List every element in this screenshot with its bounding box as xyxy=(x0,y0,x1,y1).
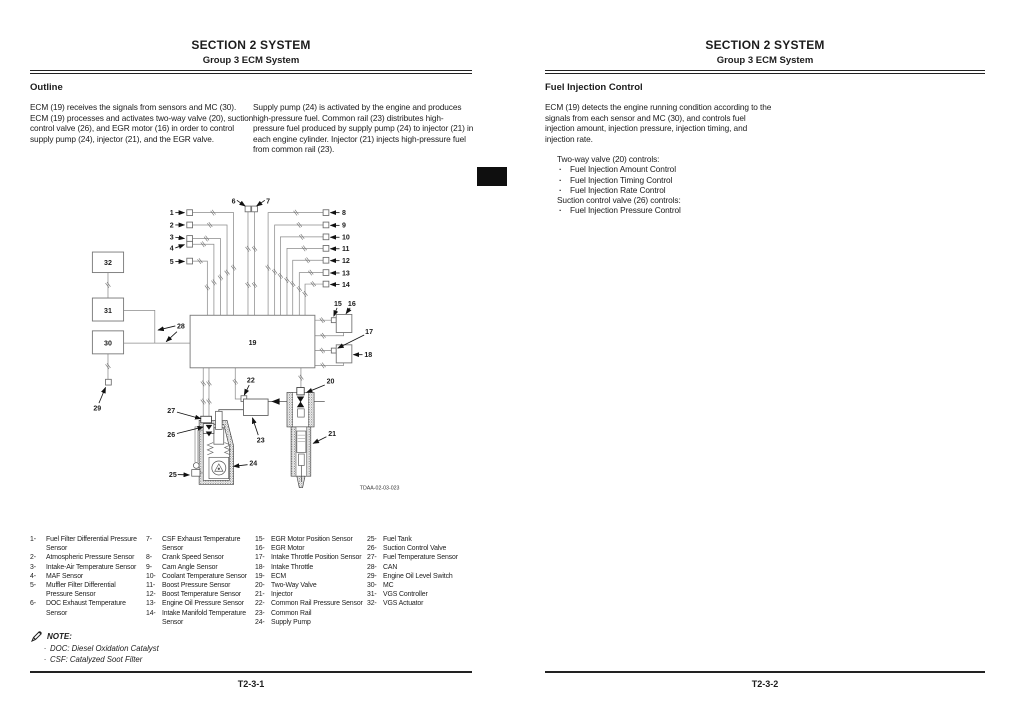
label-30: 30 xyxy=(104,340,112,348)
legend-item: 20- Two-Way Valve xyxy=(255,582,317,590)
label-21: 21 xyxy=(328,430,337,438)
legend-item: 1- Fuel Filter Differential Pressure Sensor xyxy=(30,536,137,553)
control-list-row: Suction control valve (26) controls: xyxy=(557,195,681,206)
legend-item: 5- Muffler Filter Differential Pressure Sensor xyxy=(30,582,116,599)
label-25: 25 xyxy=(168,472,177,480)
right-page-number: T2-3-2 xyxy=(751,679,779,689)
legend-item: 28- CAN xyxy=(367,563,398,571)
outline-paragraph-col1: ECM (19) receives the signals from sensors and MC (30). ECM (19) processes and activates two-way valve (20), suction control valve (26), and EGR motor (16) in order to control supply pump (24), injector (21), and the EGR valve. xyxy=(30,102,254,144)
legend-item: 8- Crank Speed Sensor xyxy=(146,554,224,562)
legend-item: 22- Common Rail Pressure Sensor xyxy=(255,600,363,608)
label-3: 3 xyxy=(169,234,174,242)
legend-item: 12- Boost Temperature Sensor xyxy=(146,591,241,599)
legend-column-1 xyxy=(30,535,146,627)
legend-item: 16- EGR Motor xyxy=(255,545,305,553)
control-list-row: · Fuel Injection Timing Control xyxy=(559,174,673,185)
legend-item: 10- Coolant Temperature Sensor xyxy=(146,572,247,580)
right-page-section-title: SECTION 2 SYSTEM xyxy=(705,38,825,52)
note-item: · CSF: Catalyzed Soot Filter xyxy=(43,655,143,664)
label-24: 24 xyxy=(249,460,258,468)
label-32: 32 xyxy=(104,260,112,268)
supply-pump xyxy=(192,411,234,484)
control-list-row: · Fuel Injection Pressure Control xyxy=(559,205,681,216)
ecm-system-diagram xyxy=(85,160,475,528)
legend-item: 14- Intake Manifold Temperature Sensor xyxy=(146,609,246,626)
note-header xyxy=(30,630,330,643)
note-items xyxy=(30,643,330,665)
label-7: 7 xyxy=(266,198,271,206)
right-page-group-title: Group 3 ECM System xyxy=(716,55,814,66)
label-10: 10 xyxy=(341,234,350,242)
legend-item: 6- DOC Exhaust Temperature Sensor xyxy=(30,600,126,617)
legend-item: 11- Boost Pressure Sensor xyxy=(146,582,231,590)
legend-column-4 xyxy=(367,535,470,627)
label-6: 6 xyxy=(231,198,236,206)
left-footer-rule xyxy=(30,671,472,673)
left-page-heading: Outline xyxy=(30,82,63,93)
label-15: 15 xyxy=(333,301,342,309)
legend-item: 24- Supply Pump xyxy=(255,618,311,626)
label-28: 28 xyxy=(176,323,185,331)
right-page-heading: Fuel Injection Control xyxy=(545,82,643,93)
label-18: 18 xyxy=(364,352,373,360)
note-title: NOTE: xyxy=(47,632,72,641)
label-16: 16 xyxy=(347,301,356,309)
note-block xyxy=(30,630,330,665)
legend-item: 29- Engine Oil Level Switch xyxy=(367,572,453,580)
outline-paragraph-col2: Supply pump (24) is activated by the engine and produces high-pressure fuel. Common rail (23) distributes high-pressure fuel produced by supply pump (24) to injector (21) in each engine cylinder. Injector (21) injects high-pressure fuel from common rail (23). xyxy=(253,102,474,154)
legend-item: 9- Cam Angle Sensor xyxy=(146,563,218,571)
left-page-number: T2-3-1 xyxy=(237,679,265,689)
left-header-rule xyxy=(30,70,472,74)
diagram-caption: TDAA-02-03-023 xyxy=(359,485,400,492)
diagram-legend xyxy=(30,535,470,627)
legend-item: 26- Suction Control Valve xyxy=(367,545,447,553)
label-13: 13 xyxy=(341,270,350,278)
legend-item: 17- Intake Throttle Position Sensor xyxy=(255,554,362,562)
legend-item: 32- VGS Actuator xyxy=(367,600,424,608)
component-boxes xyxy=(92,252,351,368)
control-list-row: Two-way valve (20) controls: xyxy=(557,154,660,164)
right-header-rule xyxy=(545,70,985,74)
pencil-note-icon xyxy=(30,630,43,643)
legend-item: 18- Intake Throttle xyxy=(255,563,314,571)
label-27: 27 xyxy=(167,407,176,415)
label-26: 26 xyxy=(167,431,176,439)
control-list-row: · Fuel Injection Rate Control xyxy=(559,184,666,195)
legend-item: 27- Fuel Temperature Sensor xyxy=(367,554,458,562)
note-item: · DOC: Diesel Oxidation Catalyst xyxy=(43,644,159,653)
label-12: 12 xyxy=(341,258,350,266)
label-8: 8 xyxy=(341,210,346,218)
label-20: 20 xyxy=(326,378,335,386)
label-4: 4 xyxy=(169,245,174,253)
legend-item: 21- Injector xyxy=(255,591,293,599)
control-list-row: · Fuel Injection Amount Control xyxy=(559,164,676,175)
legend-item: 3- Intake-Air Temperature Sensor xyxy=(30,563,137,571)
legend-item: 25- Fuel Tank xyxy=(367,536,412,543)
label-2: 2 xyxy=(169,222,174,230)
legend-column-2 xyxy=(146,535,255,627)
left-page-group-title: Group 3 ECM System xyxy=(202,55,300,66)
legend-item: 30- MC xyxy=(367,582,394,590)
legend-item: 15- EGR Motor Position Sensor xyxy=(255,536,353,543)
right-footer-rule xyxy=(545,671,985,673)
fuel-injection-paragraph: ECM (19) detects the engine running condition according to the signals from each sensor and MC (30), and controls fuel injection amount, injection pressure, injection timing, and injection rate. xyxy=(545,102,772,144)
legend-item: 13- Engine Oil Pressure Sensor xyxy=(146,600,244,608)
label-23: 23 xyxy=(256,437,265,445)
label-1: 1 xyxy=(169,210,174,218)
label-31: 31 xyxy=(104,307,112,315)
label-14: 14 xyxy=(341,281,350,289)
legend-item: 7- CSF Exhaust Temperature Sensor xyxy=(146,536,241,553)
legend-item: 23- Common Rail xyxy=(255,609,312,617)
label-9: 9 xyxy=(341,222,346,230)
left-page-section-title: SECTION 2 SYSTEM xyxy=(191,38,311,52)
injector xyxy=(287,388,314,488)
label-11: 11 xyxy=(341,246,350,254)
legend-item: 31- VGS Controller xyxy=(367,591,428,599)
legend-item: 19- ECM xyxy=(255,572,286,580)
legend-item: 2- Atmospheric Pressure Sensor xyxy=(30,554,135,562)
label-5: 5 xyxy=(169,258,174,266)
label-22: 22 xyxy=(246,377,255,385)
label-19: 19 xyxy=(248,339,257,347)
label-17: 17 xyxy=(365,329,374,337)
section-edge-tab xyxy=(477,167,507,186)
legend-column-3 xyxy=(255,535,367,627)
control-list xyxy=(557,154,797,216)
label-29: 29 xyxy=(93,405,102,413)
legend-item: 4- MAF Sensor xyxy=(30,572,84,580)
